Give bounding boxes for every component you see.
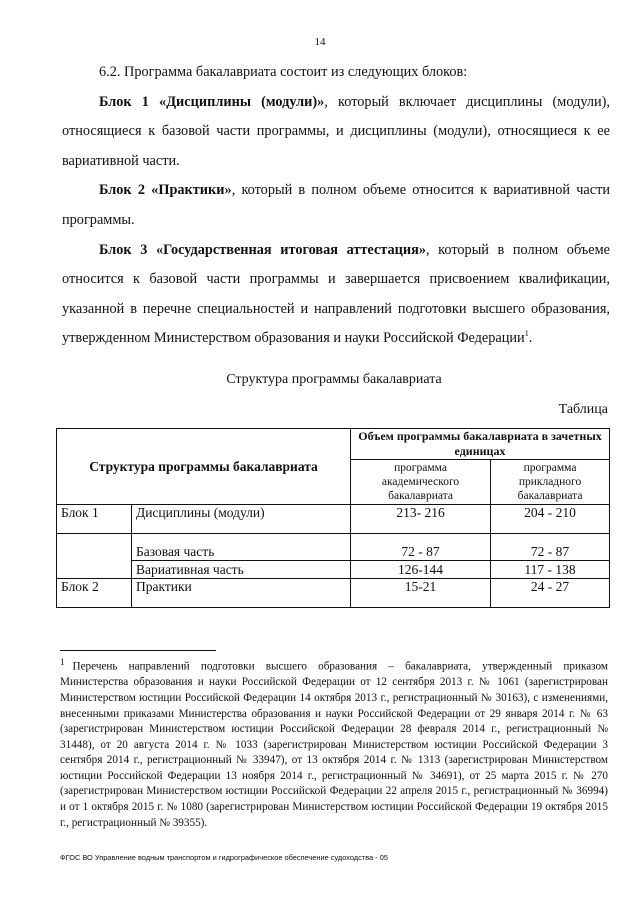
footnote-reference[interactable]: 1 xyxy=(524,329,529,339)
header-applied-line: программа xyxy=(523,462,577,474)
header-applied xyxy=(491,460,610,505)
header-volume: Объем программы бакалавриата в зачетных единицах xyxy=(351,429,610,460)
cell-academic: 72 - 87 xyxy=(351,534,491,561)
cell-name: Базовая часть xyxy=(132,534,351,561)
cell-applied: 117 - 138 xyxy=(491,561,610,579)
footnote xyxy=(60,655,608,831)
header-applied-line: бакалавриата xyxy=(517,490,583,502)
header-academic-line: бакалавриата xyxy=(388,490,453,502)
cell-block: Блок 2 xyxy=(57,579,132,608)
block2-title: Блок 2 «Практики» xyxy=(99,182,232,199)
table-row xyxy=(57,534,610,561)
cell-applied: 24 - 27 xyxy=(491,579,610,608)
body-text xyxy=(62,58,610,354)
block1-paragraph xyxy=(62,88,610,177)
cell-name: Практики xyxy=(132,579,351,608)
block3-text: , который в полном объеме относится к базовой части программы и завершается присвоением квалификации, указанной в перечне специальностей и направлений подготовки высшего образования, утвержденном Министерством образования и науки Российской Федерации xyxy=(62,241,610,347)
page-footer: ФГОС ВО Управление водным транспортом и гидрографическое обеспечение судоходства - 05 xyxy=(60,853,388,862)
table-row xyxy=(57,505,610,534)
header-structure: Структура программы бакалавриата xyxy=(57,429,351,505)
block1-title: Блок 1 «Дисциплины (модули)» xyxy=(99,93,325,110)
intro-paragraph: 6.2. Программа бакалавриата состоит из следующих блоков: xyxy=(99,64,468,80)
block3-title: Блок 3 «Государственная итоговая аттестация» xyxy=(99,241,426,258)
cell-block xyxy=(57,534,132,579)
cell-name: Дисциплины (модули) xyxy=(132,505,351,534)
footnote-text: Перечень направлений подготовки высшего образования – бакалавриата, утвержденный приказом Министерства образования и науки Российской Федерации от 12 сентября 2013 г. № 1061 (зарегистрирован Министерством юстиции Российской Федерации 14 октября 2013 г., регистрационный № 30163), с изменениями, внесенными приказами Министерства образования и науки Российской Федерации от 29 января 2014 г. № 63 (зарегистрирован Министерством юстиции Российской Федерации 28 февраля 2014 г., регистрационный № 31448), от 20 августа 2014 г. № 1033 (зарегистрирован Министерством юстиции Российской Федерации 3 сентября 2014 г., регистрационный № 33947), от 13 октября 2014 г. № 1313 (зарегистрирован Министерством юстиции Российской Федерации 13 ноября 2014 г., регистрационный № 34691), от 25 марта 2015 г. № 270 (зарегистрирован Министерством юстиции Российской Федерации 22 апреля 2015 г., регистрационный № 36994) и от 1 октября 2015 г. № 1080 (зарегистрирован Министерством юстиции Российской Федерации 19 октября 2015 г., регистрационный № 39355). xyxy=(60,660,608,829)
cell-academic: 213- 216 xyxy=(351,505,491,534)
header-applied-line: прикладного xyxy=(518,476,582,488)
cell-academic: 126-144 xyxy=(351,561,491,579)
cell-block: Блок 1 xyxy=(57,505,132,534)
table-title: Структура программы бакалавриата xyxy=(226,372,442,387)
table-header-row xyxy=(57,429,610,460)
block2-paragraph xyxy=(62,176,610,235)
block1-text: , который включает дисциплины (модули), относящиеся к базовой части программы, и дисциплины (модули), относящиеся к ее вариативной части. xyxy=(62,93,610,169)
table-row xyxy=(57,561,610,579)
program-structure-table xyxy=(56,428,610,608)
header-academic-line: академического xyxy=(381,476,460,488)
block2-text: , который в полном объеме относится к вариативной части программы. xyxy=(62,182,610,228)
block3-end: . xyxy=(528,330,533,347)
cell-applied: 204 - 210 xyxy=(491,505,610,534)
cell-name: Вариативная часть xyxy=(132,561,351,579)
table-row xyxy=(57,579,610,608)
cell-academic: 15-21 xyxy=(351,579,491,608)
page-number: 14 xyxy=(314,36,326,48)
header-academic xyxy=(351,460,491,505)
block3-paragraph xyxy=(62,236,610,354)
footnote-divider xyxy=(60,650,216,651)
header-academic-line: программа xyxy=(394,462,447,474)
table-label: Таблица xyxy=(558,402,608,417)
footnote-mark: 1 xyxy=(60,657,65,667)
cell-applied: 72 - 87 xyxy=(491,534,610,561)
